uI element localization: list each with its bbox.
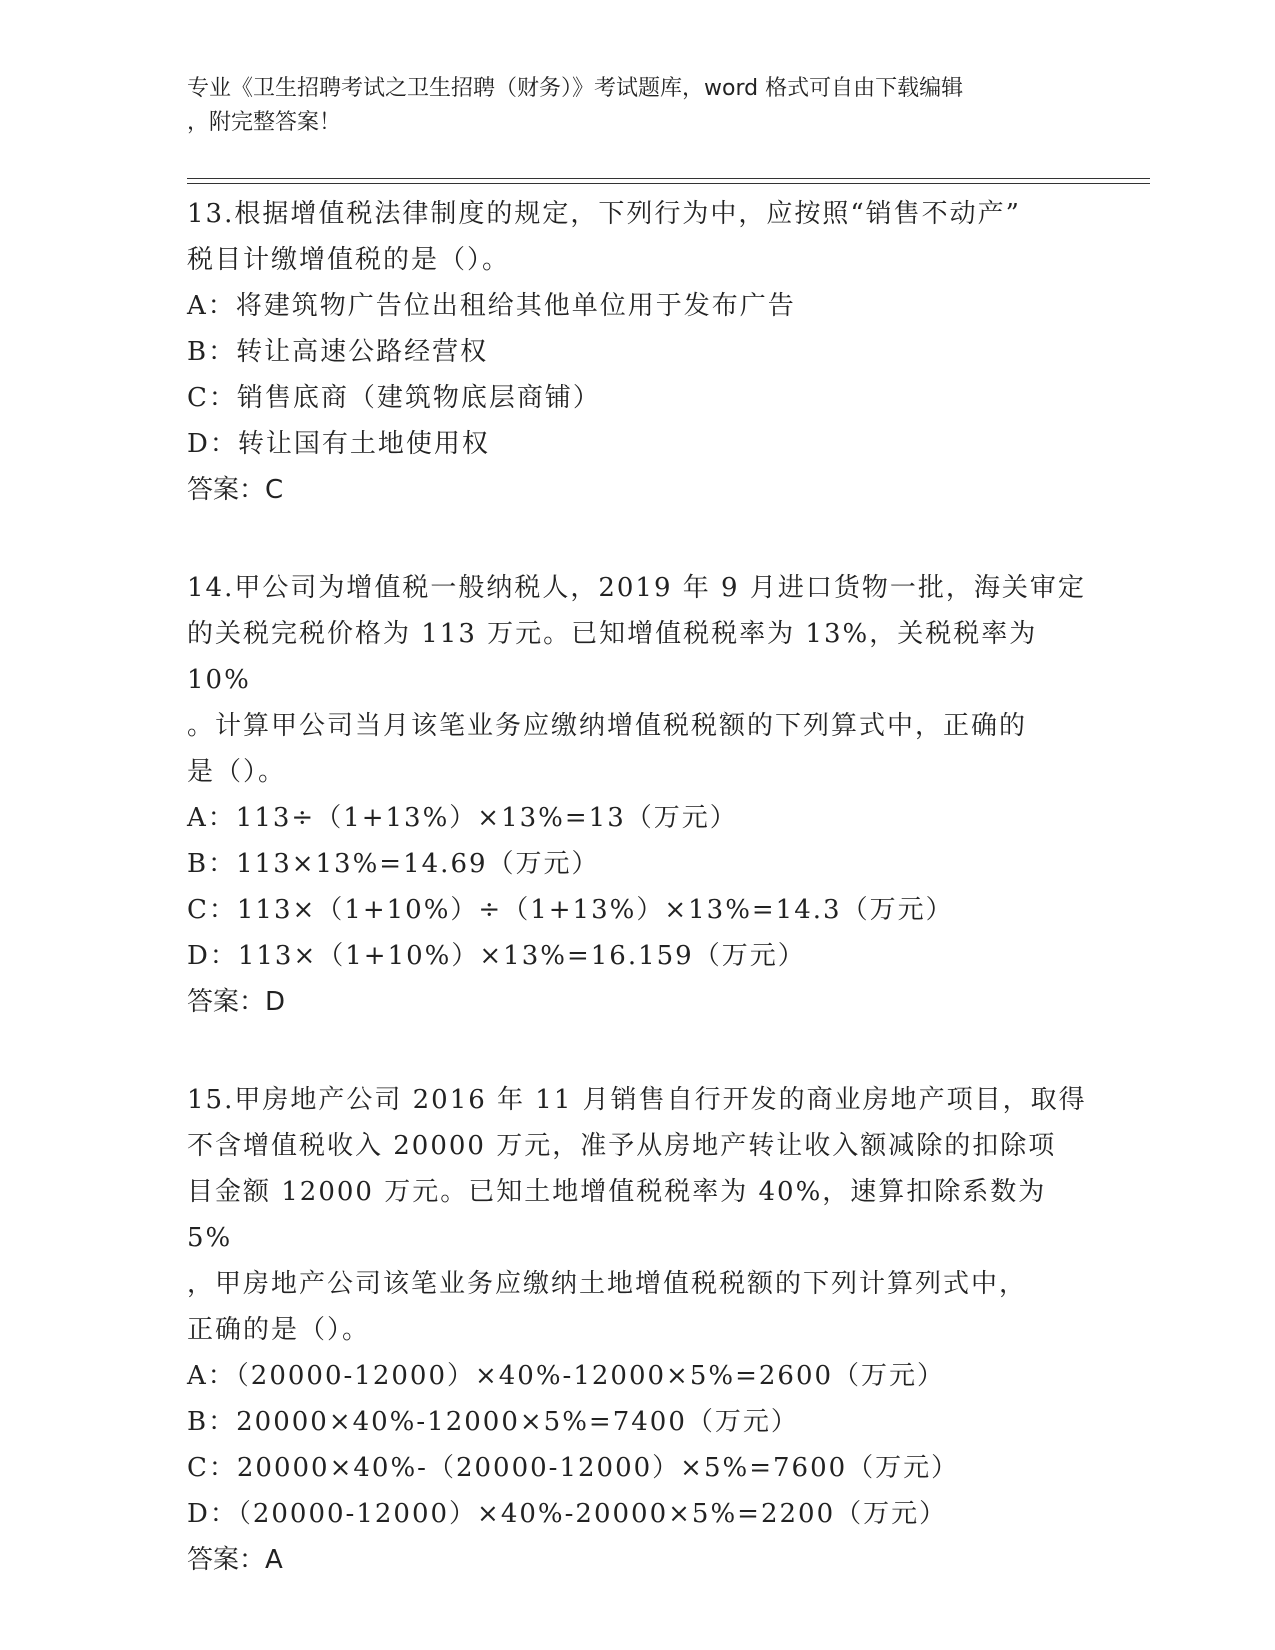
question-13 xyxy=(187,191,1087,513)
header-divider-bottom xyxy=(187,183,1150,184)
option-b: B：转让高速公路经营权 xyxy=(187,337,489,367)
question-14 xyxy=(187,565,1087,1025)
option-d: D：（20000-12000）×40%-20000×5%=2200（万元） xyxy=(187,1499,948,1529)
question-stem-line: 不含增值税收入 20000 万元，准予从房地产转让收入额减除的扣除项 xyxy=(187,1131,1057,1161)
option-c: C：销售底商（建筑物底层商铺） xyxy=(187,383,601,413)
question-stem-line: 。计算甲公司当月该笔业务应缴纳增值税税额的下列算式中，正确的 xyxy=(187,711,1028,741)
option-a: A：113÷（1+13%）×13%=13（万元） xyxy=(187,803,738,833)
header-line-1: 专业《卫生招聘考试之卫生招聘（财务）》考试题库，word 格式可自由下载编辑 xyxy=(187,76,964,101)
question-stem-line: 目金额 12000 万元。已知土地增值税税率为 40%，速算扣除系数为 5% xyxy=(187,1177,1047,1253)
answer-line: 答案：D xyxy=(187,987,286,1017)
question-stem-line: 14.甲公司为增值税一般纳税人，2019 年 9 月进口货物一批，海关审定 xyxy=(187,573,1086,603)
header-divider-top xyxy=(187,178,1150,179)
option-c: C：20000×40%-（20000-12000）×5%=7600（万元） xyxy=(187,1453,960,1483)
option-b: B：113×13%=14.69（万元） xyxy=(187,849,600,879)
question-stem-line: 正确的是（）。 xyxy=(187,1315,371,1345)
question-15 xyxy=(187,1077,1087,1583)
document-header xyxy=(187,72,1067,140)
answer-line: 答案：A xyxy=(187,1545,283,1575)
question-stem-line: ，甲房地产公司该笔业务应缴纳土地增值税税额的下列计算列式中， xyxy=(187,1269,1028,1299)
question-list xyxy=(187,191,1087,1635)
option-d: D：转让国有土地使用权 xyxy=(187,429,490,459)
question-stem-line: 税目计缴增值税的是（）。 xyxy=(187,245,511,275)
option-d: D：113×（1+10%）×13%=16.159（万元） xyxy=(187,941,806,971)
option-c: C：113×（1+10%）÷（1+13%）×13%=14.3（万元） xyxy=(187,895,954,925)
question-stem-line: 的关税完税价格为 113 万元。已知增值税税率为 13%，关税税率为 10% xyxy=(187,619,1038,695)
option-a: A：（20000-12000）×40%-12000×5%=2600（万元） xyxy=(187,1361,946,1391)
question-stem-line: 是（）。 xyxy=(187,757,287,787)
question-stem-line: 15.甲房地产公司 2016 年 11 月销售自行开发的商业房地产项目，取得 xyxy=(187,1085,1087,1115)
question-stem-line: 13.根据增值税法律制度的规定，下列行为中，应按照“销售不动产” xyxy=(187,199,1021,229)
option-b: B：20000×40%-12000×5%=7400（万元） xyxy=(187,1407,799,1437)
header-line-2: ，附完整答案！ xyxy=(187,110,342,135)
option-a: A：将建筑物广告位出租给其他单位用于发布广告 xyxy=(187,291,796,321)
answer-line: 答案：C xyxy=(187,475,284,505)
